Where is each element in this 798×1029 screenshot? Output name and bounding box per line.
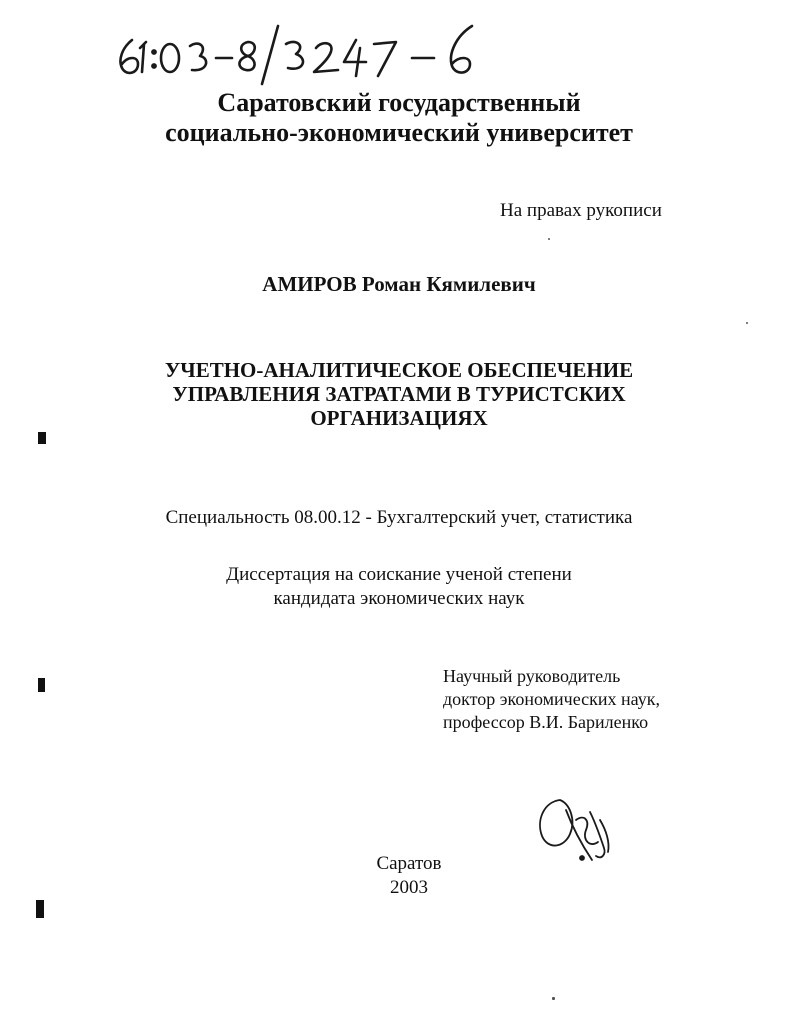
degree-statement: [0, 563, 798, 611]
title-line-3: ОРГАНИЗАЦИЯХ: [310, 406, 488, 430]
handwritten-archive-code: [112, 18, 512, 88]
title-line-1: УЧЕТНО-АНАЛИТИЧЕСКОЕ ОБЕСПЕЧЕНИЕ: [164, 358, 634, 382]
author-name: АМИРОВ Роман Кямилевич: [262, 272, 536, 296]
university-name: [0, 88, 798, 148]
specialty: Специальность 08.00.12 - Бухгалтерский учет, статистика: [165, 507, 633, 528]
degree-line-1: Диссертация на соискание ученой степени: [226, 564, 572, 585]
scan-speck: [552, 997, 555, 1000]
university-line-2: социально-экономический университет: [165, 118, 633, 147]
supervisor-line-2: доктор экономических наук,: [443, 689, 660, 709]
supervisor-line-1: Научный руководитель: [443, 666, 621, 686]
supervisor-block: [443, 665, 660, 734]
degree-line-2: кандидата экономических наук: [273, 588, 525, 609]
scan-speck: [548, 238, 550, 240]
year: 2003: [390, 877, 428, 898]
manuscript-rights: На правах рукописи: [500, 200, 662, 221]
supervisor-line-3: профессор В.И. Бариленко: [443, 712, 649, 732]
binding-mark: [36, 900, 44, 918]
city-year-block: [0, 852, 798, 900]
city: Саратов: [376, 853, 442, 874]
dissertation-title: [0, 358, 798, 430]
binding-mark: [38, 678, 45, 692]
university-line-1: Саратовский государственный: [217, 88, 581, 117]
scan-speck: [746, 322, 748, 324]
binding-mark: [38, 432, 46, 444]
title-line-2: УПРАВЛЕНИЯ ЗАТРАТАМИ В ТУРИСТСКИХ: [172, 382, 626, 406]
